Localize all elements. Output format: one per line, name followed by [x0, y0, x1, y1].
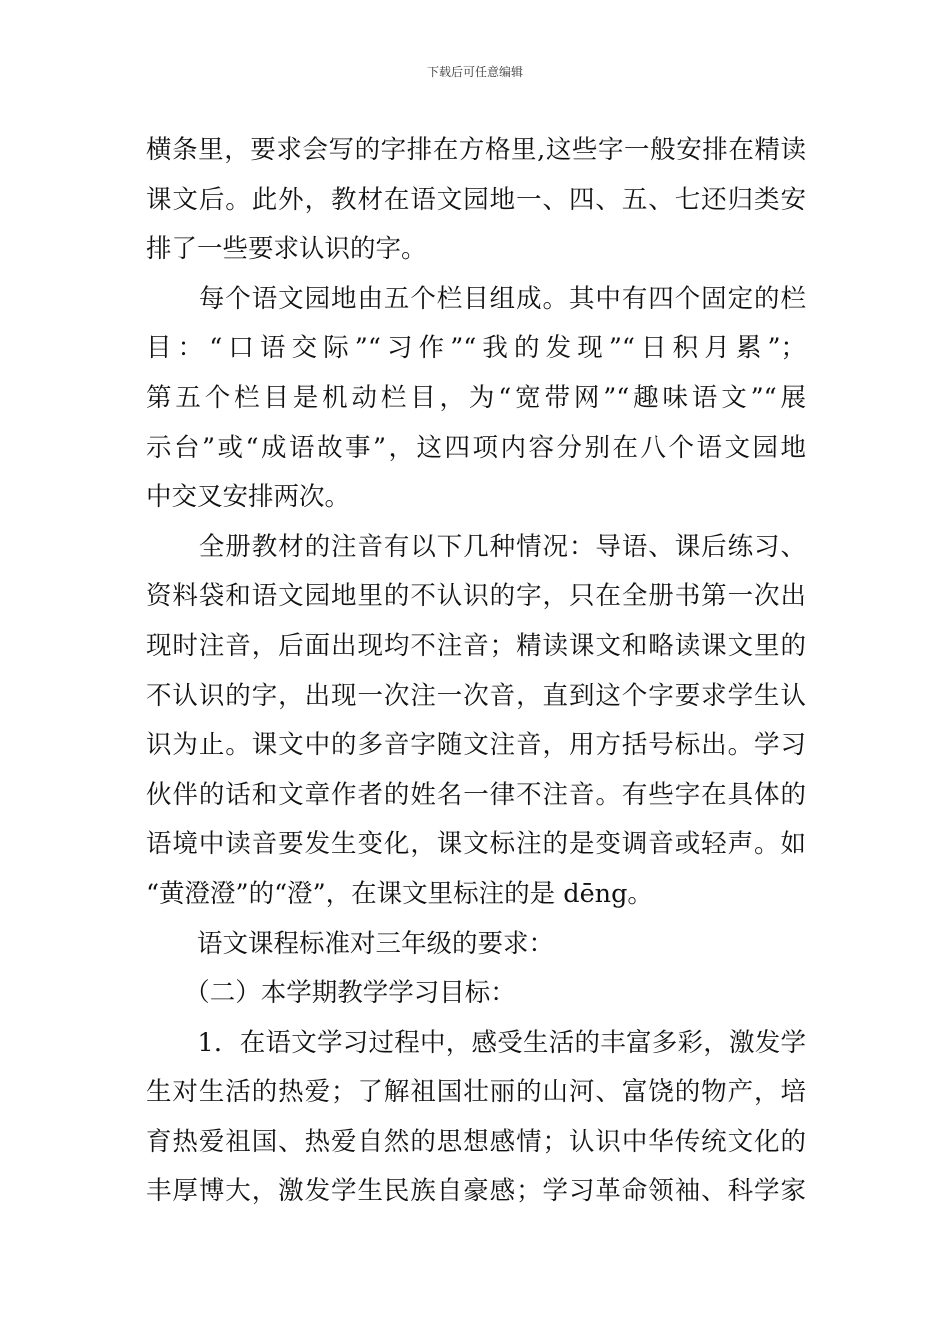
text-line: 不认识的字，出现一次注一次音，直到这个字要求学生认 [146, 680, 806, 711]
text-line: 资料袋和语文园地里的不认识的字，只在全册书第一次出 [146, 581, 806, 612]
document-body [146, 126, 806, 1217]
text-line: 生对生活的热爱；了解祖国壮丽的山河、富饶的物产，培 [146, 1077, 806, 1108]
text-line: “黄澄澄”的“澄”，在课文里标注的是 dēng。 [146, 878, 653, 909]
text-line: 语文课程标准对三年级的要求： [146, 928, 555, 959]
paragraph-goal-1 [146, 1019, 806, 1217]
paragraph-curriculum-standard [146, 920, 806, 970]
text-line: 示台”或“成语故事”，这四项内容分别在八个语文园地 [146, 432, 806, 463]
text-line: 1．在语文学习过程中，感受生活的丰富多彩，激发学 [146, 1027, 806, 1058]
text-line: 识为止。课文中的多音字随文注音，用方括号标出。学习 [146, 730, 806, 761]
paragraph-char-placement [146, 126, 806, 275]
text-line: 课文后。此外，教材在语文园地一、四、五、七还归类安 [146, 184, 806, 215]
text-line: 语境中读音要发生变化，课文标注的是变调音或轻声。如 [146, 829, 806, 860]
paragraph-phonetic-notes [146, 523, 806, 920]
text-line: 第五个栏目是机动栏目，为“宽带网”“趣味语文”“展 [146, 382, 806, 413]
text-line: 目：“口语交际”“习作”“我的发现”“日积月累”； [146, 333, 806, 364]
text-line: 排了一些要求认识的字。 [146, 234, 427, 265]
paragraph-garden-columns [146, 275, 806, 523]
section-heading [146, 969, 806, 1019]
text-line: 横条里，要求会写的字排在方格里,这些字一般安排在精读 [146, 135, 806, 165]
text-line: 每个语文园地由五个栏目组成。其中有四个固定的栏 [146, 283, 806, 314]
text-line: 伙伴的话和文章作者的姓名一律不注音。有些字在具体的 [146, 779, 806, 810]
text-line: （二）本学期教学学习目标： [146, 978, 516, 1009]
text-line: 现时注音，后面出现均不注音；精读课文和略读课文里的 [146, 630, 806, 661]
text-line: 育热爱祖国、热爱自然的思想感情；认识中华传统文化的 [146, 1126, 806, 1157]
text-line: 丰厚博大，激发学生民族自豪感；学习革命领袖、科学家 [146, 1176, 806, 1207]
text-line: 全册教材的注音有以下几种情况：导语、课后练习、 [146, 531, 806, 562]
text-line: 中交叉安排两次。 [146, 482, 351, 513]
page-header: 下载后可任意编辑 [426, 65, 523, 79]
